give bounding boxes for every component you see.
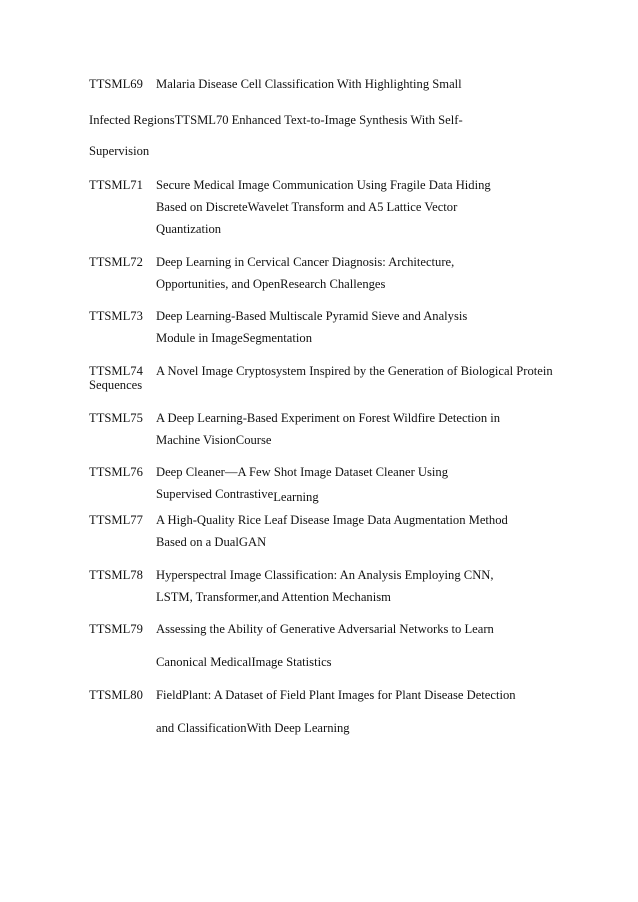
entry-code: TTSML70: [174, 113, 229, 127]
entry-code: TTSML80: [89, 688, 143, 702]
entry-title-line: Opportunities, and OpenResearch Challenges: [156, 277, 386, 291]
entry-code: TTSML73: [89, 309, 143, 323]
entry-title-line: Secure Medical Image Communication Using Fragile Data Hiding: [156, 178, 491, 192]
entry-title-line: FieldPlant: A Dataset of Field Plant Images for Plant Disease Detection: [156, 688, 516, 702]
entry-code: TTSML69: [89, 77, 143, 91]
entry-code: TTSML75: [89, 411, 143, 425]
inline-entry-row: [89, 113, 463, 128]
entry-title-line: Deep Cleaner—A Few Shot Image Dataset Cleaner Using: [156, 465, 449, 479]
entry-title-line: A High-Quality Rice Leaf Disease Image Data Augmentation Method: [156, 513, 508, 527]
entry-title-line: Enhanced Text-to-Image Synthesis With Self-: [231, 113, 463, 127]
entry-title-line: Sequences: [89, 378, 143, 392]
entry-title-line: Assessing the Ability of Generative Adversarial Networks to Learn: [156, 622, 494, 636]
entry-code: TTSML77: [89, 513, 143, 527]
entry-title-line: Hyperspectral Image Classification: An Analysis Employing CNN,: [156, 568, 494, 582]
entry-title-line: A Deep Learning-Based Experiment on Forest Wildfire Detection in: [156, 411, 501, 425]
entry-title-line: Module in ImageSegmentation: [156, 331, 312, 345]
entry-code: TTSML74: [89, 364, 143, 378]
entry-code: TTSML79: [89, 622, 143, 636]
entry-title-line: Deep Learning in Cervical Cancer Diagnosis: Architecture,: [156, 255, 455, 269]
entry-title-line: Canonical MedicalImage Statistics: [156, 655, 332, 669]
entry-title-line: Quantization: [156, 222, 222, 236]
entry-title-line: Supervised ContrastiveLearning: [156, 487, 319, 504]
entry-title-line: Infected Regions: [89, 113, 175, 127]
entry-title-line: Machine VisionCourse: [156, 433, 272, 447]
entry-title-line: and ClassificationWith Deep Learning: [156, 721, 350, 735]
entry-title-line: Malaria Disease Cell Classification With Highlighting Small: [156, 77, 462, 91]
entry-title-line: LSTM, Transformer,and Attention Mechanism: [156, 590, 391, 604]
entry-title-line: Supervision: [89, 144, 150, 158]
entry-code: TTSML71: [89, 178, 143, 192]
entry-code: TTSML78: [89, 568, 143, 582]
entry-title-line: Based on a DualGAN: [156, 535, 267, 549]
entry-code: TTSML72: [89, 255, 143, 269]
entry-title-line: Based on DiscreteWavelet Transform and A5 Lattice Vector: [156, 200, 458, 214]
entry-title-line: Deep Learning-Based Multiscale Pyramid Sieve and Analysis: [156, 309, 468, 323]
entry-code: TTSML76: [89, 465, 143, 479]
entry-title-line: A Novel Image Cryptosystem Inspired by the Generation of Biological Protein: [156, 364, 553, 378]
